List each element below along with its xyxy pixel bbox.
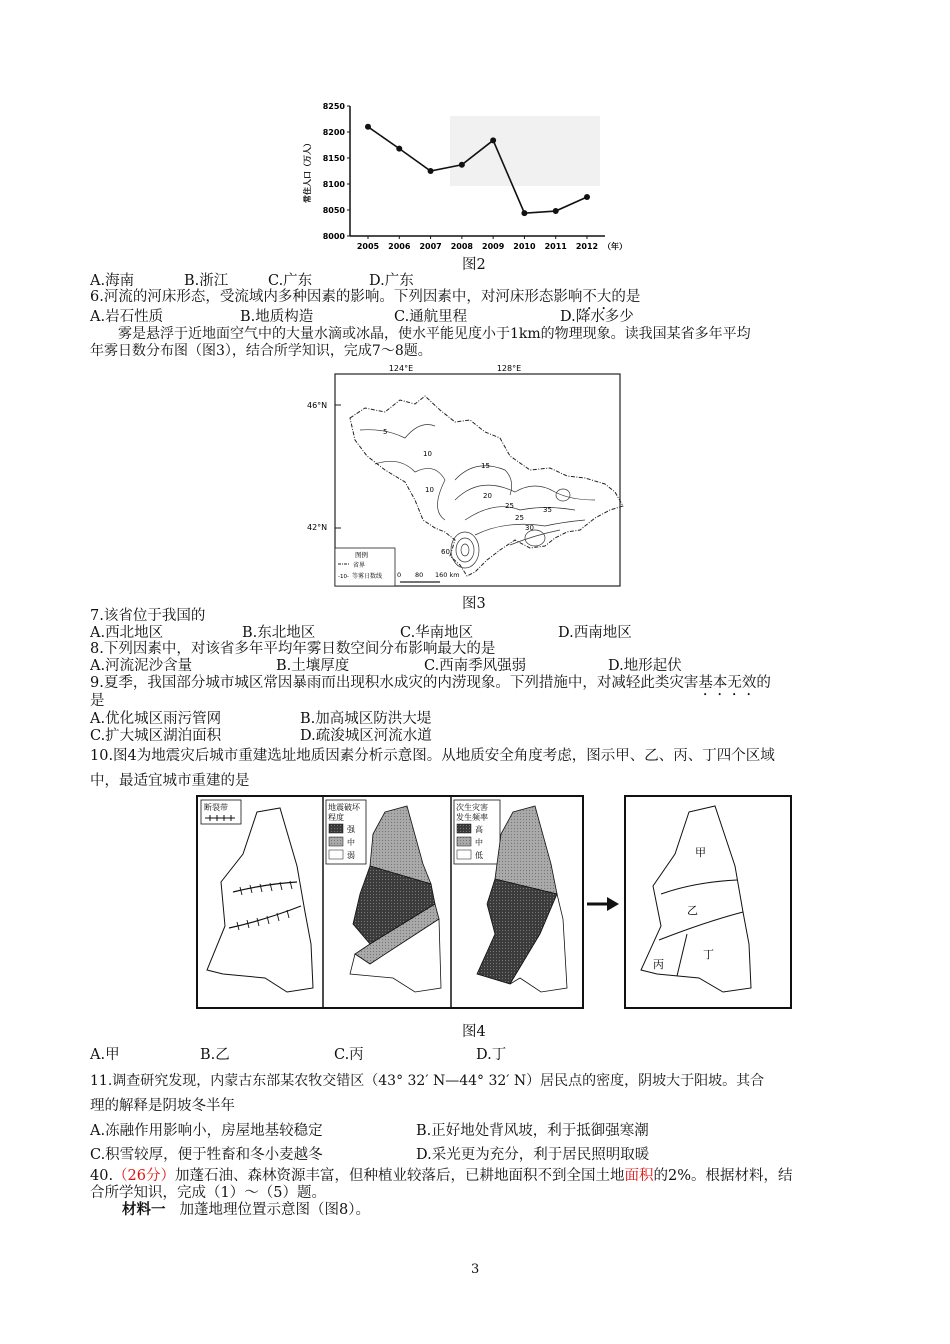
q10-option-b[interactable]: B.乙 <box>200 1047 230 1063</box>
q10-stem-line1: 10.图4为地震灾后城市重建选址地质因素分析示意图。从地质安全角度考虑，图示甲、乙、丙、丁四个区域 <box>90 748 775 764</box>
q40-score: （26分） <box>113 1168 176 1184</box>
contour-label-30: 30 <box>525 524 534 532</box>
x-tick-label: 2008 <box>450 242 473 251</box>
damage-swatch-strong <box>329 824 343 833</box>
q40-stem-line1 <box>90 1167 793 1185</box>
map-scale-80: 80 <box>415 571 424 579</box>
q7-option-c[interactable]: C.华南地区 <box>400 625 474 641</box>
contour-ring-4 <box>525 530 545 546</box>
contour-35 <box>510 530 560 545</box>
q5-option-d[interactable]: D.广东 <box>369 273 414 289</box>
y-tick-label: 8200 <box>322 128 345 137</box>
map-legend-iso-prefix: -10- <box>338 574 349 580</box>
fig4-arrow-head <box>607 897 619 911</box>
figure3-map <box>305 360 635 590</box>
map-legend-iso-label: 等雾日数线 <box>352 573 383 580</box>
hazard-legend-title2: 发生频率 <box>456 813 488 822</box>
q5-option-a[interactable]: A.海南 <box>90 273 135 289</box>
contour-label-10b: 10 <box>425 486 434 494</box>
data-point <box>428 168 434 174</box>
data-point <box>365 124 371 130</box>
q7-option-d[interactable]: D.西南地区 <box>558 625 632 641</box>
panel1-outline <box>207 808 313 992</box>
q7-option-a[interactable]: A.西北地区 <box>90 625 164 641</box>
chart-background-scan <box>450 116 600 186</box>
hazard-legend-title1: 次生灾害 <box>456 803 488 812</box>
q6-stem-post: 的是 <box>611 289 641 305</box>
fault-legend-label: 断裂带 <box>204 803 228 812</box>
y-axis-label: 常住人口（万人） <box>303 139 312 203</box>
hazard-swatch-low <box>457 850 471 859</box>
damage-level-weak: 弱 <box>347 851 355 860</box>
q10-stem-line2: 中，最适宜城市重建的是 <box>90 773 250 789</box>
q6-stem-pre: 6.河流的河床形态，受流域内多种因素的影响。下列因素中，对河床形态影响 <box>90 289 583 305</box>
hazard-zone-medium <box>495 806 557 894</box>
q11-option-a[interactable]: A.冻融作用影响小，房屋地基较稳定 <box>90 1123 323 1139</box>
contour-ring-2 <box>456 538 474 562</box>
q9-stem-post: 的 <box>756 675 771 691</box>
x-tick-label: 2009 <box>482 242 505 251</box>
contour-label-15: 15 <box>481 462 490 470</box>
data-point <box>584 194 590 200</box>
q8-stem: 8.下列因素中，对该省多年平均年雾日数空间分布影响最大的是 <box>90 641 496 657</box>
figure2-chart <box>300 96 630 256</box>
contour-10 <box>375 461 445 520</box>
q40-stem-line2: 合所学知识，完成（1）～（5）题。 <box>90 1185 326 1201</box>
q11-option-b[interactable]: B.正好地处背风坡，利于抵御强寒潮 <box>416 1123 649 1139</box>
q11-stem-line2: 理的解释是阴坡冬半年 <box>90 1098 235 1114</box>
q9-stem-pre: 9.夏季，我国部分城市城区常因暴雨而出现积水成灾的内涝现象。下列措施中，对减轻此类灾害 <box>90 675 699 691</box>
q11-stem-line1: 11.调查研究发现，内蒙古东部某农牧交错区（43° 32′ N—44° 32′ N）居民点的密度，阴坡大于阳坡。其合 <box>90 1073 765 1089</box>
q6-option-b[interactable]: B.地质构造 <box>240 309 314 325</box>
contour-label-25a: 25 <box>505 502 514 510</box>
y-tick-label: 8250 <box>322 102 345 111</box>
x-tick-label: 2010 <box>513 242 536 251</box>
q9-option-c[interactable]: C.扩大城区湖泊面积 <box>90 728 222 744</box>
data-point <box>459 162 465 168</box>
q40-number: 40. <box>90 1168 114 1184</box>
q6-stem <box>90 288 640 313</box>
x-tick-label: 2006 <box>388 242 411 251</box>
contour-label-25b: 25 <box>515 514 524 522</box>
data-point <box>521 210 527 216</box>
map-scale-0: 0 <box>397 571 402 579</box>
q8-option-a[interactable]: A.河流泥沙含量 <box>90 658 193 674</box>
contour-label-20: 20 <box>483 492 492 500</box>
damage-swatch-medium <box>329 837 343 846</box>
hazard-swatch-high <box>457 824 471 833</box>
q8-option-d[interactable]: D.地形起伏 <box>608 658 682 674</box>
y-tick-label: 8150 <box>322 154 345 163</box>
contour-label-35: 35 <box>543 506 552 514</box>
q9-stem-line2: 是 <box>90 693 105 709</box>
contour-label-60: 60 <box>441 548 450 556</box>
q6-option-c[interactable]: C.通航里程 <box>394 309 468 325</box>
q9-option-b[interactable]: B.加高城区防洪大堤 <box>300 711 432 727</box>
q6-option-a[interactable]: A.岩石性质 <box>90 309 164 325</box>
map-lon-128: 128°E <box>496 364 522 373</box>
q11-option-d[interactable]: D.采光更为充分，利于居民照明取暖 <box>416 1147 650 1163</box>
q9-option-d[interactable]: D.疏浚城区河流水道 <box>300 728 432 744</box>
hazard-swatch-medium <box>457 837 471 846</box>
q40-material <box>122 1201 370 1219</box>
region-bing: 丙 <box>653 958 664 971</box>
q7-option-b[interactable]: B.东北地区 <box>242 625 316 641</box>
contour-5 <box>360 425 435 439</box>
q9-stem-emphasis: 基本无效 <box>698 675 757 691</box>
contour-ring-3 <box>461 544 469 556</box>
q40-material-text: 加蓬地理位置示意图（图8）。 <box>179 1202 370 1218</box>
q10-option-c[interactable]: C.丙 <box>334 1047 364 1063</box>
page-number: 3 <box>471 1262 480 1277</box>
q8-option-c[interactable]: C.西南季风强弱 <box>424 658 527 674</box>
q40-text1: 加蓬石油、森林资源丰富，但种植业较落后，已耕地面积不到全国土地 <box>175 1168 625 1184</box>
region-jia: 甲 <box>695 846 706 859</box>
hazard-level-low: 低 <box>475 851 483 860</box>
contour-label-5: 5 <box>383 428 388 436</box>
contour-ring-1 <box>451 532 479 568</box>
region-yi: 乙 <box>687 904 698 917</box>
x-tick-label: 2011 <box>544 242 567 251</box>
fog-intro-line2: 年雾日数分布图（图3），结合所学知识，完成7～8题。 <box>90 343 432 359</box>
data-point <box>396 146 402 152</box>
damage-level-strong: 强 <box>347 825 355 834</box>
data-point <box>553 208 559 214</box>
figure4-diagram <box>195 794 795 1012</box>
map-legend-title: 图例 <box>355 551 368 559</box>
figure2-caption: 图2 <box>462 257 486 273</box>
map-lat-42: 42°N <box>307 523 328 532</box>
figure3-caption: 图3 <box>462 596 486 612</box>
contour-ring-5 <box>556 489 570 501</box>
map-lat-46: 46°N <box>307 401 328 410</box>
data-point <box>490 137 496 143</box>
map-scale-160: 160 km <box>435 571 460 579</box>
y-tick-label: 8100 <box>322 180 345 189</box>
x-tick-label: 2007 <box>419 242 442 251</box>
damage-legend-title1: 地震破坏 <box>328 803 360 812</box>
q7-stem: 7.该省位于我国的 <box>90 608 206 624</box>
contour-15 <box>455 466 512 495</box>
q5-option-c[interactable]: C.广东 <box>268 273 313 289</box>
hazard-level-medium: 中 <box>475 838 483 847</box>
damage-legend-title2: 程度 <box>328 813 344 822</box>
q9-stem <box>90 674 771 699</box>
map-legend-border-label: 省界 <box>353 562 366 569</box>
fog-intro-line1: 雾是悬浮于近地面空气中的大量水滴或冰晶，使水平能见度小于1km的物理现象。读我国某省多年平均 <box>118 326 751 342</box>
q9-option-a[interactable]: A.优化城区雨污管网 <box>90 711 222 727</box>
y-tick-label: 8000 <box>322 232 345 241</box>
q40-material-label: 材料一 <box>122 1201 166 1218</box>
q6-option-d[interactable]: D.降水多少 <box>560 309 634 325</box>
q10-option-a[interactable]: A.甲 <box>90 1047 120 1063</box>
q40-text2: 的2%。根据材料，结 <box>653 1168 793 1184</box>
hazard-level-high: 高 <box>475 825 483 834</box>
region-ding: 丁 <box>703 948 714 961</box>
damage-level-medium: 中 <box>347 838 355 847</box>
figure4-caption: 图4 <box>462 1024 486 1040</box>
map-lon-124: 124°E <box>388 364 414 373</box>
q11-option-c[interactable]: C.积雪较厚，便于牲畜和冬小麦越冬 <box>90 1147 323 1163</box>
x-axis-unit: （年） <box>603 242 627 251</box>
contour-label-10a: 10 <box>423 450 432 458</box>
y-tick-label: 8050 <box>322 206 345 215</box>
x-tick-label: 2012 <box>575 242 599 251</box>
damage-swatch-weak <box>329 850 343 859</box>
q40-area-word: 面积 <box>624 1168 654 1184</box>
q5-option-b[interactable]: B.浙江 <box>184 273 229 289</box>
q8-option-b[interactable]: B.土壤厚度 <box>276 658 350 674</box>
x-tick-label: 2005 <box>356 242 380 251</box>
q10-option-d[interactable]: D.丁 <box>476 1047 507 1063</box>
q6-stem-emphasis: 不大 <box>582 289 612 305</box>
contour-20 <box>455 485 595 500</box>
